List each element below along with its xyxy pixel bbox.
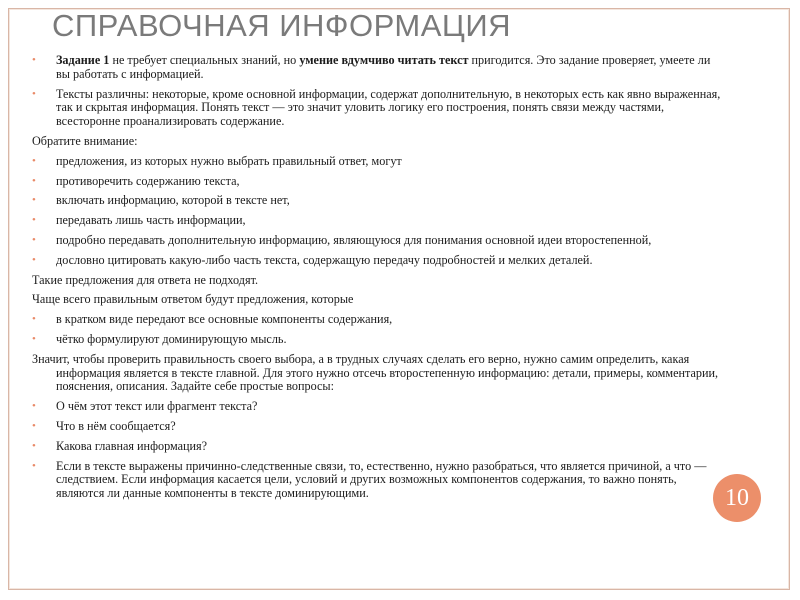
bullet-item	[32, 54, 722, 82]
page-title: СПРАВОЧНАЯ ИНФОРМАЦИЯ	[52, 8, 512, 43]
bullet-item	[32, 214, 722, 228]
text-run: Значит, чтобы проверить правильность своего выбора, а в трудных случаях сделать его верно, нужно самим определить, какая информация является в тексте главной. Для этого нужно отсечь второстепенную информацию: детали, примеры, комментарии, пояснения, описания. Задайте себе простые вопросы:	[32, 351, 719, 394]
bold-text: Задание 1	[56, 53, 110, 67]
page-number: 10	[725, 484, 749, 511]
text-run: противоречить содержанию текста,	[56, 173, 240, 188]
bullet-item	[32, 460, 722, 501]
paragraph	[32, 353, 722, 394]
bullet-item	[32, 194, 722, 208]
text-run: Тексты различны: некоторые, кроме основной информации, содержат дополнительную, в некоторых есть как явно выраженная, так и скрытая информация. Понять текст — это значит уловить логику его построения, понять связи между частями, всесторонне проанализировать содержание.	[56, 86, 721, 129]
paragraph	[32, 274, 722, 288]
bullet-item	[32, 400, 722, 414]
bullet-item	[32, 234, 722, 248]
bullet-item	[32, 313, 722, 327]
bullet-item	[32, 175, 722, 189]
text-run: предложения, из которых нужно выбрать правильный ответ, могут	[56, 153, 402, 168]
page-number-badge	[713, 474, 761, 522]
bold-text: умение вдумчиво читать текст	[299, 53, 469, 67]
text-run: пригодится. Это задание проверяет, умеете ли вы работать с информацией.	[56, 53, 711, 81]
paragraph	[32, 135, 722, 149]
bullet-item	[32, 440, 722, 454]
text-run: О чём этот текст или фрагмент текста?	[56, 399, 258, 414]
paragraph	[32, 293, 722, 307]
text-run: передавать лишь часть информации,	[56, 213, 246, 228]
text-run: Такие предложения для ответа не подходят.	[32, 272, 259, 287]
text-run: включать информацию, которой в тексте нет,	[56, 193, 290, 208]
bullet-item	[32, 333, 722, 347]
text-run: дословно цитировать какую-либо часть текста, содержащую передачу подробностей и мелких деталей.	[56, 252, 593, 267]
text-run: подробно передавать дополнительную информацию, являющуюся для понимания основной идеи второстепенной,	[56, 232, 652, 247]
text-run: Обратите внимание:	[32, 133, 138, 148]
text-run: Какова главная информация?	[56, 438, 208, 453]
text-run: чётко формулируют доминирующую мысль.	[56, 331, 287, 346]
text-run: не требует специальных знаний, но	[109, 53, 300, 67]
bullet-item	[32, 254, 722, 268]
bullet-item	[32, 88, 722, 129]
bullet-item	[32, 155, 722, 169]
text-run: Что в нём сообщается?	[56, 418, 176, 433]
text-run: в кратком виде передают все основные компоненты содержания,	[56, 312, 393, 327]
slide-body	[32, 54, 722, 507]
bullet-item	[32, 420, 722, 434]
text-run: Чаще всего правильным ответом будут предложения, которые	[32, 292, 354, 307]
text-run: Если в тексте выражены причинно-следственные связи, то, естественно, нужно разобраться, что является причиной, а что — следствием. Если информация касается цели, условий и других возможных компонентов содержания, то важно понять, являются ли данные компоненты в тексте доминирующими.	[56, 458, 707, 501]
